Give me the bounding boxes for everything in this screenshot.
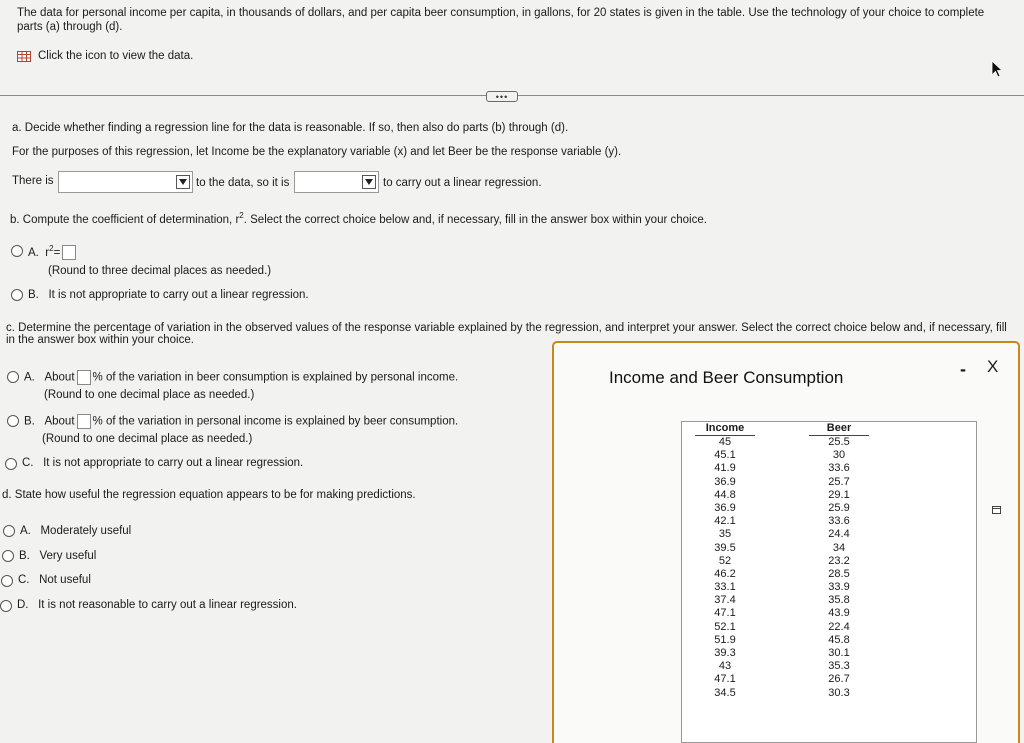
option-letter: A.	[20, 525, 31, 537]
beer-cell: 22.4	[828, 620, 850, 633]
beer-cell: 43.9	[828, 607, 850, 620]
part-b-option-a-radio[interactable]	[11, 245, 23, 257]
income-header: Income	[695, 422, 755, 436]
income-cell: 52	[718, 554, 732, 567]
option-text: It is not reasonable to carry out a linear regression.	[38, 599, 297, 611]
view-data-link[interactable]	[17, 50, 193, 62]
beer-cell: 23.2	[828, 554, 850, 567]
expand-more-button[interactable]	[486, 91, 518, 102]
beer-cell: 29.1	[828, 488, 850, 501]
income-cell: 34.5	[714, 686, 736, 699]
beer-cell: 25.5	[828, 436, 850, 448]
option-letter: B.	[24, 415, 35, 428]
option-letter: B.	[28, 289, 39, 301]
beer-cell: 34	[832, 541, 846, 554]
option-text: Very useful	[39, 550, 97, 562]
beer-cell: 33.6	[828, 515, 850, 528]
part-c-option-b	[24, 414, 458, 429]
close-button[interactable]: X	[987, 357, 999, 376]
income-cell: 45.1	[714, 449, 736, 462]
minimize-button[interactable]: -	[960, 359, 966, 379]
reasonable-dropdown[interactable]	[294, 171, 379, 193]
part-c-question-line-2: in the answer box within your choice.	[6, 334, 194, 346]
beer-cell: 25.7	[828, 475, 850, 488]
part-d-option-c	[18, 574, 91, 586]
copy-icon[interactable]	[992, 506, 1001, 514]
part-d-option-a-radio[interactable]	[3, 525, 15, 537]
income-cell: 41.9	[714, 462, 736, 475]
part-d-option-a	[20, 525, 131, 537]
intro-line-1: The data for personal income per capita, in thousands of dollars, and per capita beer consumption, in gallons, for 20 states is given in the table. Use the technology of your choice to complete	[17, 7, 985, 19]
part-c-option-c-radio[interactable]	[5, 458, 17, 470]
beer-cell: 30.1	[828, 647, 850, 659]
beer-cell: 30.3	[828, 686, 850, 699]
part-c-option-c	[22, 457, 303, 469]
income-cell: 36.9	[714, 475, 736, 488]
fit-dropdown[interactable]	[58, 171, 193, 193]
part-b-sup: 2	[239, 211, 244, 220]
r-sup: 2	[49, 244, 54, 253]
chevron-down-icon[interactable]	[362, 175, 376, 189]
r-symbol: r	[45, 246, 50, 259]
part-b-round-note: (Round to three decimal places as needed.)	[48, 265, 272, 277]
income-cell: 52.1	[714, 620, 736, 633]
popup-title: Income and Beer Consumption	[609, 368, 844, 387]
part-d-option-d-radio[interactable]	[0, 600, 12, 612]
option-text: Not useful	[39, 574, 91, 586]
part-c-option-a	[24, 370, 458, 385]
income-cell: 47.1	[714, 673, 736, 686]
beer-header: Beer	[809, 422, 869, 436]
option-text: % of the variation in beer consumption is explained by personal income.	[92, 371, 459, 384]
beer-column	[809, 422, 869, 700]
option-letter: A.	[24, 371, 35, 384]
option-letter: D.	[17, 599, 29, 611]
data-popup-window	[552, 341, 1020, 743]
part-a-instruction: For the purposes of this regression, let Income be the explanatory variable (x) and let Beer be the response variable (y).	[12, 146, 622, 158]
view-data-label[interactable]: Click the icon to view the data.	[38, 50, 194, 62]
part-c-question-line-1: c. Determine the percentage of variation in the observed values of the response variable explained by the regression, and interpret your answer. Select the correct choice below and, if necessary, fill	[6, 322, 1007, 334]
mouse-pointer-icon	[990, 60, 1004, 78]
beer-cell: 35.3	[828, 660, 850, 673]
income-cell: 39.5	[714, 541, 736, 554]
income-cell: 33.1	[714, 581, 736, 594]
percent-beer-input[interactable]	[77, 414, 91, 429]
part-b-question	[10, 211, 707, 226]
beer-cell: 45.8	[828, 633, 850, 646]
percent-income-input[interactable]	[77, 370, 91, 385]
beer-cell: 30	[832, 449, 846, 462]
part-b-option-a	[28, 244, 78, 260]
income-cell: 37.4	[714, 594, 736, 607]
option-text: % of the variation in personal income is explained by beer consumption.	[92, 415, 459, 428]
beer-cell: 33.9	[828, 581, 850, 594]
part-d-option-c-radio[interactable]	[1, 575, 13, 587]
income-cell: 35	[718, 528, 732, 541]
to-the-data-label: to the data, so it is	[196, 177, 290, 189]
equals: =	[53, 246, 61, 259]
option-about: About	[44, 371, 75, 384]
intro-line-2: parts (a) through (d).	[17, 21, 123, 33]
grid-table-icon[interactable]	[17, 51, 31, 62]
part-d-option-d	[17, 599, 297, 611]
income-cell: 39.3	[714, 647, 736, 659]
income-cell: 51.9	[714, 633, 736, 646]
income-cell: 43	[718, 660, 732, 673]
income-cell: 47.1	[714, 607, 736, 620]
part-b-option-b-radio[interactable]	[11, 289, 23, 301]
part-b-option-b	[28, 289, 309, 301]
beer-cell: 24.4	[828, 528, 850, 541]
beer-cell: 26.7	[828, 673, 850, 686]
to-carry-label: to carry out a linear regression.	[383, 177, 542, 189]
income-cell: 36.9	[714, 501, 736, 514]
beer-cell: 33.6	[828, 462, 850, 475]
beer-cell: 25.9	[828, 501, 850, 514]
part-c-option-b-note: (Round to one decimal place as needed.)	[42, 433, 253, 445]
income-cell: 46.2	[714, 567, 736, 580]
option-text: It is not appropriate to carry out a linear regression.	[48, 289, 309, 301]
more-dots-icon: •••	[495, 91, 509, 102]
beer-cell: 28.5	[828, 567, 850, 580]
option-text: Moderately useful	[40, 525, 132, 537]
part-b-text: b. Compute the coefficient of determination, r	[10, 213, 240, 226]
part-c-option-a-note: (Round to one decimal place as needed.)	[44, 389, 255, 401]
income-cell: 42.1	[714, 515, 736, 528]
option-letter: C.	[22, 457, 34, 469]
part-c-option-b-radio[interactable]	[7, 415, 19, 427]
there-is-label: There is	[12, 175, 54, 187]
part-d-option-b-radio[interactable]	[2, 550, 14, 562]
part-a-question: a. Decide whether finding a regression line for the data is reasonable. If so, then also do parts (b) through (d).	[12, 122, 569, 134]
problem-intro	[17, 6, 1007, 34]
chevron-down-icon[interactable]	[176, 175, 190, 189]
option-letter: C.	[18, 574, 30, 586]
part-b-text-post: . Select the correct choice below and, if necessary, fill in the answer box within your choice.	[243, 213, 707, 226]
part-d-question: d. State how useful the regression equation appears to be for making predictions.	[2, 489, 416, 501]
data-table	[681, 421, 977, 743]
option-about: About	[44, 415, 75, 428]
income-column	[695, 422, 755, 700]
option-letter: B.	[19, 550, 30, 562]
r-squared-input[interactable]	[62, 245, 76, 260]
beer-cell: 35.8	[828, 594, 850, 607]
income-cell: 44.8	[714, 488, 736, 501]
income-cell: 45	[718, 436, 732, 448]
part-c-option-a-radio[interactable]	[7, 371, 19, 383]
part-d-option-b	[19, 550, 96, 562]
option-letter: A.	[28, 246, 39, 259]
option-text: It is not appropriate to carry out a linear regression.	[43, 457, 304, 469]
